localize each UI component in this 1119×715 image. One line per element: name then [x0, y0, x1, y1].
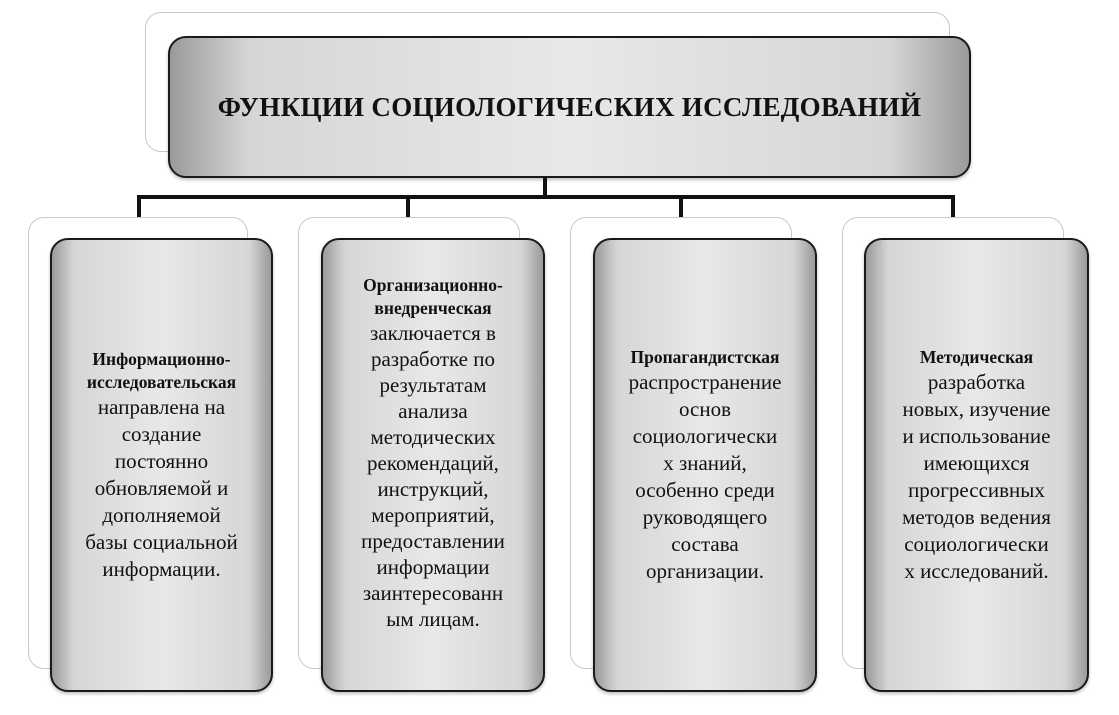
function-card-propaganda [593, 238, 817, 692]
card-heading: Организационно- внедренческая [363, 275, 503, 318]
diagram-title: ФУНКЦИИ СОЦИОЛОГИЧЕСКИХ ИССЛЕДОВАНИЙ [217, 91, 922, 122]
connector-drop-1 [137, 195, 141, 217]
connector-drop-3 [679, 195, 683, 217]
connector-drop-2 [406, 195, 410, 217]
function-card-organizational [321, 238, 545, 692]
card-description: направлена на создание постоянно обновляемой и дополняемой базы социальной информации. [85, 394, 238, 581]
connector-drop-4 [951, 195, 955, 217]
card-heading: Пропагандистская [630, 346, 780, 367]
function-card-methodical [864, 238, 1089, 692]
card-description: заключается в разработке по результатам анализа методических рекомендаций, инструкций, мероприятий, предоставлении информации заинтересованн ым лицам. [361, 321, 505, 631]
card-description: распространение основ социологически х знаний, особенно среди руководящего состава организации. [628, 369, 782, 583]
title-box [168, 36, 971, 178]
function-card-informational [50, 238, 273, 692]
card-heading: Методическая [919, 346, 1034, 367]
card-heading: Информационно- исследовательская [86, 348, 237, 392]
connector-horizontal [137, 195, 955, 199]
card-description: разработка новых, изучение и использование имеющихся прогрессивных методов ведения социологически х исследований. [902, 369, 1051, 583]
